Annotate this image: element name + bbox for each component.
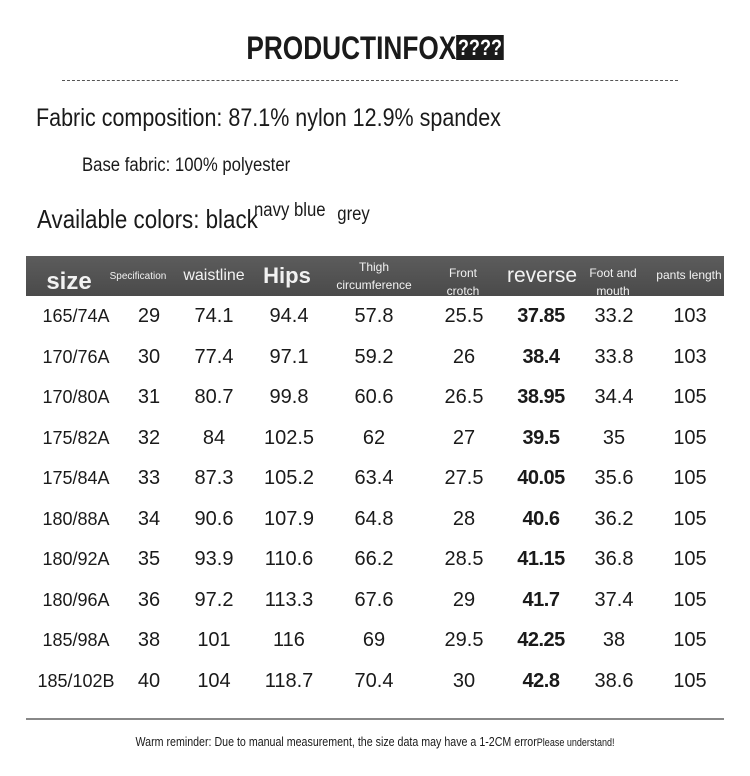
cell-waistline: 74.1 bbox=[194, 305, 234, 327]
cell-specification: 30 bbox=[137, 345, 161, 368]
table-row bbox=[26, 337, 724, 378]
cell-foot-mouth: 36.2 bbox=[594, 507, 634, 530]
cell-hips: 107.9 bbox=[263, 507, 315, 530]
color-navy-blue: navy blue bbox=[254, 200, 326, 221]
cell-reverse: 42.25 bbox=[517, 629, 565, 651]
cell-size: 180/92A bbox=[42, 549, 110, 569]
cell-thigh: 64.8 bbox=[354, 507, 394, 530]
cell-specification: 33 bbox=[137, 467, 161, 489]
cell-front-crotch: 29.5 bbox=[444, 629, 484, 651]
cell-pants-length: 105 bbox=[673, 629, 707, 651]
cell-foot-mouth: 35.6 bbox=[594, 467, 634, 489]
cell-specification: 34 bbox=[137, 507, 161, 530]
cell-specification: 31 bbox=[137, 386, 161, 408]
cell-front-crotch: 26 bbox=[452, 345, 476, 368]
cell-hips: 110.6 bbox=[264, 548, 314, 570]
cell-waistline: 84 bbox=[202, 426, 226, 449]
cell-waistline: 93.9 bbox=[194, 548, 234, 570]
title-text: PRODUCTINFOX bbox=[246, 30, 457, 66]
cell-pants-length: 103 bbox=[673, 345, 707, 368]
cell-reverse: 40.05 bbox=[517, 467, 565, 489]
size-table bbox=[26, 256, 724, 701]
cell-size: 185/98A bbox=[42, 630, 110, 650]
cell-waistline: 87.3 bbox=[194, 467, 234, 489]
cell-reverse: 38.95 bbox=[517, 386, 565, 408]
cell-reverse: 40.6 bbox=[522, 507, 560, 530]
cell-foot-mouth: 38 bbox=[602, 629, 626, 651]
cell-thigh: 60.6 bbox=[354, 386, 394, 408]
cell-waistline: 97.2 bbox=[194, 588, 234, 611]
cell-reverse: 39.5 bbox=[522, 426, 560, 449]
cell-pants-length: 103 bbox=[673, 305, 707, 327]
cell-front-crotch: 25.5 bbox=[444, 305, 484, 327]
table-row bbox=[26, 539, 724, 580]
cell-foot-mouth: 37.4 bbox=[594, 588, 634, 611]
cell-waistline: 90.6 bbox=[194, 507, 234, 530]
available-colors: Available colors: black bbox=[37, 204, 258, 234]
cell-size: 180/88A bbox=[42, 508, 110, 529]
cell-foot-mouth: 33.8 bbox=[594, 345, 634, 368]
cell-hips: 118.7 bbox=[264, 669, 314, 692]
page-title bbox=[68, 30, 683, 67]
header-foot-mouth-line2: mouth bbox=[596, 284, 630, 298]
cell-thigh: 63.4 bbox=[354, 467, 394, 489]
cell-foot-mouth: 33.2 bbox=[594, 305, 634, 327]
cell-pants-length: 105 bbox=[673, 426, 707, 449]
header-waistline: waistline bbox=[183, 267, 245, 285]
cell-size: 175/82A bbox=[42, 427, 110, 448]
size-table-body bbox=[26, 296, 724, 701]
cell-thigh: 57.8 bbox=[354, 305, 394, 327]
cell-hips: 99.8 bbox=[269, 386, 309, 408]
warm-reminder-main: Warm reminder: Due to manual measurement, the size data may have a 1-2CM error bbox=[135, 734, 537, 749]
cell-specification: 38 bbox=[137, 629, 161, 651]
cell-hips: 94.4 bbox=[269, 305, 309, 327]
table-row bbox=[26, 296, 724, 337]
cell-front-crotch: 29 bbox=[452, 588, 476, 611]
header-thigh-line2: circumference bbox=[336, 278, 412, 292]
cell-size: 165/74A bbox=[42, 306, 110, 326]
cell-pants-length: 105 bbox=[673, 669, 707, 692]
header-specification: Specification bbox=[109, 270, 167, 282]
warm-reminder-tail: Please understand! bbox=[536, 737, 615, 749]
cell-reverse: 41.15 bbox=[517, 548, 565, 570]
cell-pants-length: 105 bbox=[673, 386, 707, 408]
warm-reminder bbox=[68, 734, 683, 749]
cell-hips: 102.5 bbox=[263, 426, 315, 449]
cell-specification: 29 bbox=[137, 305, 161, 327]
cell-hips: 105.2 bbox=[263, 467, 315, 489]
cell-front-crotch: 28.5 bbox=[444, 548, 484, 570]
base-fabric: Base fabric: 100% polyester bbox=[82, 155, 291, 176]
cell-front-crotch: 27.5 bbox=[444, 467, 484, 489]
size-table-header bbox=[26, 256, 724, 296]
cell-waistline: 77.4 bbox=[194, 345, 234, 368]
cell-size: 170/76A bbox=[42, 346, 110, 367]
cell-size: 175/84A bbox=[42, 468, 110, 488]
table-row bbox=[26, 499, 724, 540]
cell-specification: 40 bbox=[137, 669, 161, 692]
bottom-divider bbox=[26, 718, 724, 720]
header-pants-length: pants length bbox=[656, 268, 722, 283]
cell-size: 170/80A bbox=[42, 387, 110, 407]
header-front-crotch-line1: Front bbox=[448, 266, 477, 280]
cell-front-crotch: 30 bbox=[452, 669, 476, 692]
cell-thigh: 69 bbox=[362, 629, 386, 651]
title-garbled-glyphs: ???? bbox=[457, 35, 502, 60]
cell-waistline: 80.7 bbox=[194, 386, 234, 408]
cell-foot-mouth: 34.4 bbox=[594, 386, 634, 408]
table-row bbox=[26, 661, 724, 702]
header-front-crotch-line2: crotch bbox=[446, 284, 480, 298]
cell-foot-mouth: 35 bbox=[602, 426, 626, 449]
cell-hips: 116 bbox=[273, 629, 305, 651]
cell-thigh: 59.2 bbox=[354, 345, 394, 368]
table-row bbox=[26, 377, 724, 418]
cell-waistline: 101 bbox=[197, 629, 231, 651]
cell-hips: 113.3 bbox=[264, 588, 314, 611]
dashed-divider bbox=[62, 80, 678, 81]
cell-size: 180/96A bbox=[42, 589, 110, 610]
cell-reverse: 37.85 bbox=[517, 305, 565, 327]
table-row bbox=[26, 418, 724, 459]
cell-size: 185/102B bbox=[37, 670, 115, 691]
header-thigh bbox=[326, 256, 422, 296]
cell-thigh: 70.4 bbox=[354, 669, 394, 692]
table-row bbox=[26, 620, 724, 661]
cell-specification: 36 bbox=[137, 588, 161, 611]
header-reverse: reverse bbox=[506, 264, 578, 288]
cell-thigh: 67.6 bbox=[354, 588, 394, 611]
cell-reverse: 42.8 bbox=[522, 669, 560, 692]
header-size: size bbox=[46, 267, 92, 295]
cell-specification: 35 bbox=[137, 548, 161, 570]
cell-front-crotch: 28 bbox=[452, 507, 476, 530]
cell-specification: 32 bbox=[137, 426, 161, 449]
header-thigh-line1: Thigh bbox=[358, 260, 390, 274]
cell-reverse: 41.7 bbox=[522, 588, 560, 611]
fabric-composition: Fabric composition: 87.1% nylon 12.9% spandex bbox=[36, 104, 501, 132]
header-hips: Hips bbox=[263, 262, 311, 288]
cell-hips: 97.1 bbox=[269, 345, 309, 368]
cell-thigh: 66.2 bbox=[354, 548, 394, 570]
available-colors-extra bbox=[254, 200, 370, 226]
cell-front-crotch: 26.5 bbox=[444, 386, 484, 408]
cell-foot-mouth: 38.6 bbox=[594, 669, 634, 692]
cell-waistline: 104 bbox=[197, 669, 231, 692]
cell-pants-length: 105 bbox=[673, 507, 707, 530]
cell-reverse: 38.4 bbox=[522, 345, 560, 368]
header-foot-mouth-line1: Foot and bbox=[589, 266, 637, 280]
cell-pants-length: 105 bbox=[673, 548, 707, 570]
cell-pants-length: 105 bbox=[673, 588, 707, 611]
cell-foot-mouth: 36.8 bbox=[594, 548, 634, 570]
cell-thigh: 62 bbox=[362, 426, 386, 449]
table-row bbox=[26, 458, 724, 499]
cell-pants-length: 105 bbox=[673, 467, 707, 489]
cell-front-crotch: 27 bbox=[452, 426, 476, 449]
color-grey: grey bbox=[337, 204, 370, 225]
table-row bbox=[26, 580, 724, 621]
